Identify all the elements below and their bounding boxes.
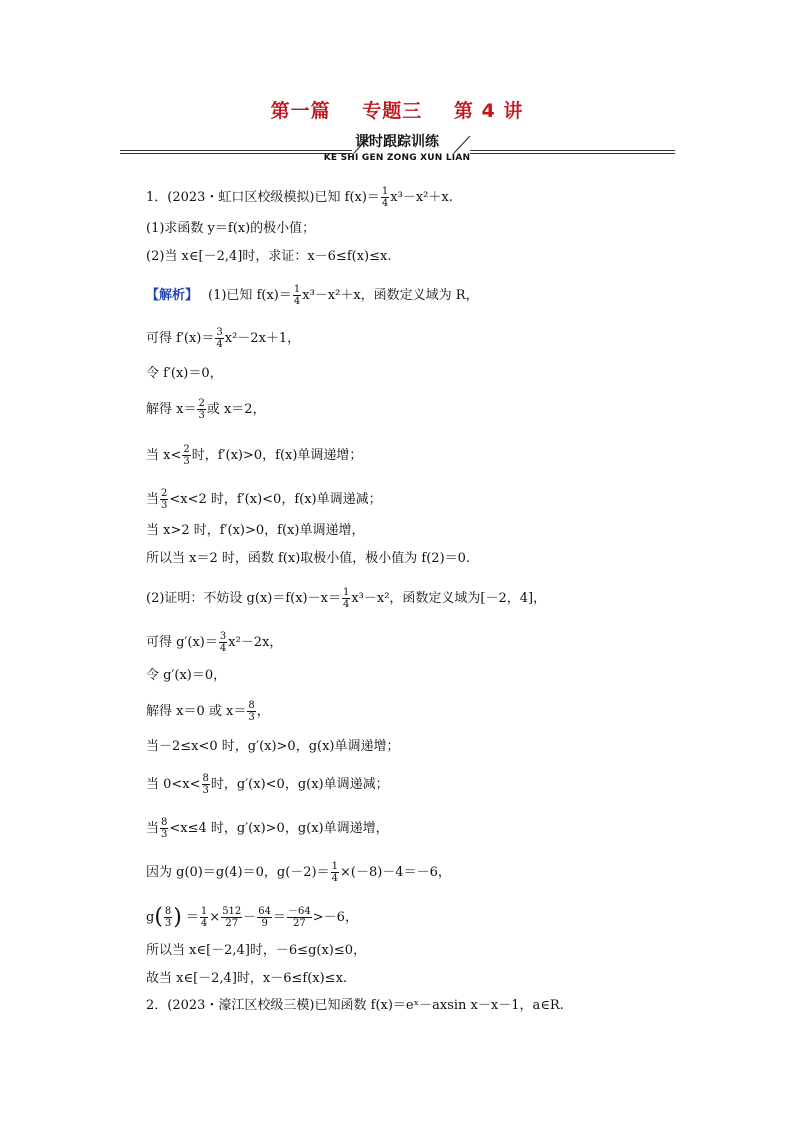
frac-den: 4 [219,643,227,654]
frac-den: 4 [381,198,389,209]
frac-num: 2 [183,444,190,455]
text-segment: x²－2x， [228,635,283,650]
frac-den: 4 [200,918,208,929]
frac-den: 3 [202,785,209,796]
fraction [381,186,389,209]
analysis-line-7: 当 x>2 时，f′(x)>0，f(x)单调递增， [146,523,365,538]
text-segment: 因为 g(0)＝g(4)＝0，g(－2)＝ [146,865,330,880]
text-segment: x²－2x＋1， [224,331,301,346]
fraction [182,444,190,467]
paren-right: ) [173,904,182,930]
fraction [257,906,272,929]
proof-line-5: 当－2≤x<0 时，g′(x)>0，g(x)单调递增； [146,739,400,754]
text-segment: ， [256,704,270,719]
frac-num: 8 [161,817,168,828]
text-segment: 时，f′(x)>0，f(x)单调递增； [191,448,363,463]
section-pinyin: KE SHI GEN ZONG XUN LIAN [323,153,471,163]
analysis-line-4 [146,398,266,421]
text-segment: g [146,910,155,925]
problem2-stem: 2．(2023・濠江区校级三模)已知函数 f(x)＝eˣ－axsin x－x－1，a∈R. [146,998,564,1013]
frac-num: 8 [248,700,255,711]
text-segment: × [209,910,221,925]
fraction [287,906,312,929]
frac-den: 27 [293,918,306,929]
frac-den: 3 [164,918,172,929]
proof-line-7 [146,817,389,840]
analysis-line-3: 令 f′(x)＝0， [146,366,223,381]
text-segment: 时，g′(x)<0，g(x)单调递减； [210,777,389,792]
page-title [0,96,794,123]
analysis-line-5 [146,444,362,467]
text-segment: x³－x²，函数定义域为[－2，4]， [351,591,547,606]
frac-num: 3 [216,327,223,338]
fraction [221,906,242,929]
text-segment: 解得 x＝ [146,402,197,417]
analysis-label: 【解析】 [146,288,199,303]
text-segment: － [243,910,257,925]
text-segment: x³－x²＋x，函数定义域为 R， [302,288,479,303]
frac-num: 2 [198,398,205,409]
analysis-line-1 [146,284,479,307]
frac-den: 9 [261,918,268,929]
text-segment: 1．(2023・虹口区校级模拟)已知 f(x)＝ [146,190,380,205]
fraction [219,631,227,654]
proof-line-3: 令 g′(x)＝0， [146,668,227,683]
frac-num: 1 [331,861,338,872]
problem1-question-2: (2)当 x∈[－2,4]时，求证：x－6≤f(x)≤x. [146,249,392,264]
text-segment: 可得 f′(x)＝ [146,331,215,346]
text-segment: x³－x²＋x. [390,190,453,205]
fraction [160,488,168,511]
frac-den: 3 [161,829,168,840]
frac-den: 3 [161,500,168,511]
text-segment: <x<2 时，f′(x)<0，f(x)单调递减； [169,492,382,507]
text-segment: ＝ [185,910,199,925]
frac-num: 1 [293,284,301,295]
section-subtitle: 课时跟踪训练 [355,134,439,150]
analysis-line-6 [146,488,382,511]
text-segment: <x≤4 时，g′(x)>0，g(x)单调递增， [169,821,389,836]
text-segment: (2)证明：不妨设 g(x)＝f(x)－x＝ [146,591,341,606]
proof-line-11: 故当 x∈[－2,4]时，x－6≤f(x)≤x. [146,971,348,986]
proof-line-9 [146,906,358,929]
frac-den: 4 [331,873,338,884]
proof-line-8 [146,861,451,884]
title-topic: 专题三 [362,100,423,122]
frac-den: 3 [183,456,190,467]
frac-num: 8 [202,773,209,784]
problem1-question-1: (1)求函数 y＝f(x)的极小值； [146,221,316,236]
frac-num: 512 [222,906,242,917]
frac-num: 1 [342,587,350,598]
text-segment: 当 [146,821,160,836]
fraction [331,861,339,884]
text-segment: 当 [146,492,160,507]
frac-num: 1 [200,906,208,917]
fraction [200,906,208,929]
analysis-line-2 [146,327,300,350]
proof-line-10: 所以当 x∈[－2,4]时，－6≤g(x)≤0， [146,943,367,958]
title-lecture: 第 4 讲 [453,100,524,122]
proof-line-6 [146,773,389,796]
text-segment: ＝ [273,910,287,925]
fraction [197,398,205,421]
title-part: 第一篇 [270,100,331,122]
frac-den: 3 [198,410,205,421]
analysis-line-8: 所以当 x＝2 时，函数 f(x)取极小值，极小值为 f(2)＝0. [146,551,471,566]
proof-line-4 [146,700,270,723]
frac-num: －64 [288,906,311,917]
problem1-stem [146,186,453,209]
fraction [164,906,172,929]
proof-line-1 [146,587,546,610]
fraction [202,773,210,796]
frac-den: 27 [225,918,239,929]
text-segment: 可得 g′(x)＝ [146,635,218,650]
text-segment: 解得 x＝0 或 x＝ [146,704,247,719]
text-segment: ×(－8)－4＝－6， [340,865,451,880]
proof-line-2 [146,631,282,654]
fraction [247,700,255,723]
frac-den: 3 [248,712,255,723]
fraction [160,817,168,840]
frac-num: 3 [219,631,227,642]
fraction [342,587,350,610]
frac-num: 2 [161,488,168,499]
frac-num: 1 [381,186,389,197]
frac-den: 4 [293,296,301,307]
fraction [293,284,301,307]
frac-den: 4 [216,339,223,350]
paren-left: ( [154,904,163,930]
frac-num: 8 [164,906,172,917]
text-segment: 或 x＝2， [206,402,266,417]
text-segment: (1)已知 f(x)＝ [208,288,292,303]
text-segment: 当 0<x< [146,777,201,792]
text-segment: 当 x< [146,448,182,463]
text-segment: >－6， [312,910,358,925]
frac-num: 64 [258,906,272,917]
fraction [215,327,223,350]
frac-den: 4 [342,599,350,610]
